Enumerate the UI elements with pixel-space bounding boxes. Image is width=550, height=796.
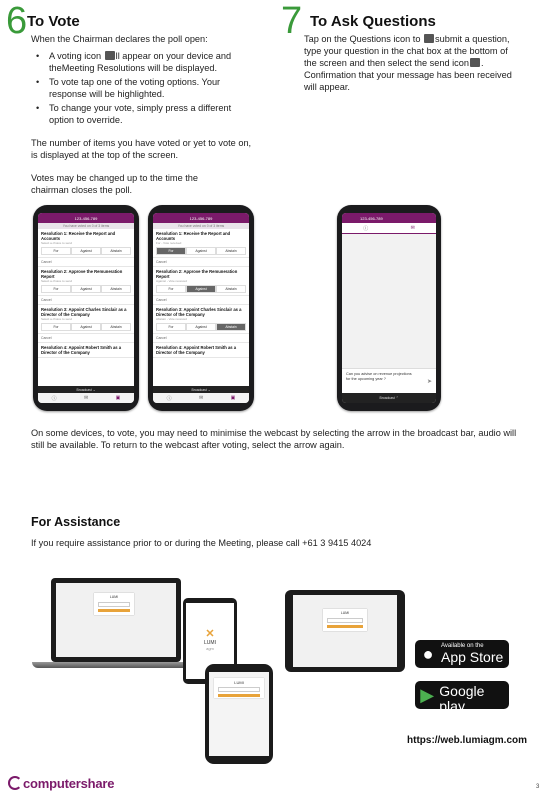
- tablet-screen: ✕ LUMI agm: [186, 603, 234, 679]
- vote-option-for[interactable]: For: [156, 323, 186, 331]
- computershare-logo: computershare: [8, 776, 114, 791]
- vote-option-against[interactable]: Against: [186, 247, 216, 255]
- vote-option-against[interactable]: Against: [71, 247, 101, 255]
- cancel-vote-link[interactable]: Cancel: [38, 334, 134, 343]
- chat-icon[interactable]: ✉: [410, 225, 415, 231]
- resolution-item: [38, 305, 134, 334]
- vote-option-abstain[interactable]: Abstain: [216, 323, 246, 331]
- phone-screen: [342, 213, 436, 403]
- play-icon: ▶: [420, 684, 435, 705]
- join-button[interactable]: [327, 625, 363, 628]
- resolution-title: Resolution 3: Appoint Charles Sinclair as a Director of the Company: [156, 307, 242, 317]
- resolution-title: Resolution 2: Approve the Remuneration Report: [41, 269, 123, 279]
- info-icon[interactable]: ⓘ: [51, 395, 57, 402]
- cancel-vote-link[interactable]: Cancel: [38, 296, 134, 305]
- vote-options: [41, 247, 131, 255]
- vote-option-against[interactable]: Against: [186, 323, 216, 331]
- phone-login: [205, 664, 273, 764]
- login-card: LUMI: [214, 678, 264, 698]
- vote-option-abstain[interactable]: Abstain: [216, 247, 246, 255]
- lumi-url[interactable]: https://web.lumiagm.com: [407, 735, 528, 746]
- info-icon[interactable]: ⓘ: [363, 225, 369, 232]
- send-icon[interactable]: ➤: [426, 379, 432, 385]
- step-number-7: 7: [281, 0, 303, 42]
- cancel-vote-link[interactable]: Cancel: [153, 296, 249, 305]
- vote-option-for[interactable]: For: [41, 323, 71, 331]
- resolution-title: Resolution 2: Approve the Remuneration Report: [156, 269, 238, 279]
- phone-screen: [209, 672, 269, 756]
- send-icon: [470, 58, 480, 67]
- chat-icon[interactable]: ✉: [199, 395, 204, 401]
- vote-option-against[interactable]: Against: [71, 285, 101, 293]
- phone-tab-bar: [153, 393, 249, 403]
- chat-icon[interactable]: ✉: [84, 395, 89, 401]
- resolution-status: Against - Vote received: [156, 279, 187, 283]
- vote-option-for[interactable]: For: [156, 247, 186, 255]
- meeting-id-bar: 123-456-789: [153, 213, 249, 223]
- resolution-list: [153, 229, 249, 358]
- phone-vote-selected: [148, 205, 254, 411]
- vote-options: [41, 285, 131, 293]
- questions-icon: [424, 34, 434, 43]
- vote-bullets: [31, 50, 251, 128]
- phone-vote-initial: [33, 205, 139, 411]
- resolution-item: [153, 343, 249, 358]
- resolution-status: Select a choice to send: [41, 279, 73, 283]
- resolution-title: Resolution 1: Receive the Report and Accounts: [156, 231, 231, 241]
- laptop: [51, 578, 181, 662]
- vote-bullet-3: • To change your vote, simply press a different option to override.: [31, 102, 251, 126]
- resolution-list: [38, 229, 134, 358]
- ask-paragraph: Tap on the Questions icon to submit a question, type your question in the chat box at the bottom of the screen and then select the send icon . Confirmation that your message has been received will appear.: [304, 34, 512, 92]
- vote-option-for[interactable]: For: [41, 285, 71, 293]
- vote-option-against[interactable]: Against: [186, 285, 216, 293]
- meeting-id-bar: 123-456-789: [38, 213, 134, 223]
- vote-options: [156, 323, 246, 331]
- computershare-mark-icon: [8, 776, 22, 790]
- phone-tab-bar: [342, 223, 436, 234]
- ask-title: To Ask Questions: [310, 13, 436, 30]
- tablet-landscape: [285, 590, 405, 672]
- webcast-note: On some devices, to vote, you may need to minimise the webcast by selecting the arrow in the broadcast bar, audio will still be available. To return to the webcast after voting, select the arrow again.: [31, 428, 517, 450]
- chevron-up-icon[interactable]: ⌃: [395, 396, 399, 400]
- question-input[interactable]: Can you advise on revenue projections for the upcoming year ? ➤: [342, 368, 436, 393]
- vote-icon[interactable]: ▣: [115, 395, 121, 401]
- chevron-down-icon[interactable]: ⌄: [207, 387, 211, 392]
- tablet-screen: [293, 595, 397, 667]
- phone-screen: [38, 213, 134, 403]
- vote-option-abstain[interactable]: Abstain: [101, 323, 131, 331]
- resolution-item: [153, 229, 249, 258]
- vote-title: To Vote: [27, 13, 80, 30]
- phone-questions: [337, 205, 441, 411]
- assistance-text: If you require assistance prior to or during the Meeting, please call +61 3 9415 4024: [31, 538, 372, 548]
- voting-icon: [105, 51, 115, 60]
- broadcast-bar[interactable]: Broadcast ⌃: [342, 393, 436, 403]
- chevron-down-icon[interactable]: ⌄: [92, 387, 96, 392]
- resolution-item: [38, 343, 134, 358]
- vote-icon[interactable]: ▣: [230, 395, 236, 401]
- laptop-base: [32, 662, 200, 668]
- login-card: LUMI: [323, 609, 367, 631]
- laptop-screen: [56, 583, 176, 657]
- voted-notice: You have voted on 0 of 3 items: [153, 223, 249, 229]
- vote-option-abstain[interactable]: Abstain: [216, 285, 246, 293]
- resolution-status: Abstain - Vote received: [156, 317, 187, 321]
- resolution-item: [38, 229, 134, 258]
- cancel-vote-link[interactable]: Cancel: [153, 258, 249, 267]
- resolution-title: Resolution 3: Appoint Charles Sinclair as a Director of the Company: [41, 307, 127, 317]
- vote-option-abstain[interactable]: Abstain: [101, 285, 131, 293]
- login-card: LUMI: [94, 593, 134, 615]
- vote-option-for[interactable]: For: [41, 247, 71, 255]
- vote-intro: When the Chairman declares the poll open:: [31, 34, 208, 44]
- info-icon[interactable]: ⓘ: [166, 395, 172, 402]
- lumi-logo-icon: ✕: [205, 628, 215, 640]
- resolution-item: [38, 267, 134, 296]
- resolution-item: [153, 267, 249, 296]
- meeting-id-field[interactable]: [98, 602, 130, 607]
- vote-options: [41, 323, 131, 331]
- meeting-id-field[interactable]: [327, 618, 363, 623]
- vote-options: [156, 247, 246, 255]
- meeting-id-bar: 123-456-789: [342, 213, 436, 223]
- voted-notice: You have voted on 0 of 3 items: [38, 223, 134, 229]
- resolution-status: Select a choice to send: [41, 317, 73, 321]
- resolution-title: Resolution 4: Appoint Robert Smith as a Director of the Company: [156, 345, 237, 355]
- vote-options: [156, 285, 246, 293]
- resolution-title: Resolution 1: Receive the Report and Accounts: [41, 231, 116, 241]
- vote-option-against[interactable]: Against: [71, 323, 101, 331]
- step-number-6: 6: [6, 0, 28, 42]
- google-play-badge[interactable]: ▶ Get it on Google play: [415, 681, 509, 709]
- broadcast-bar[interactable]: Broadcast ⌄: [38, 386, 134, 393]
- join-button[interactable]: [98, 609, 130, 612]
- page-number: 3: [536, 784, 540, 790]
- meeting-id-field[interactable]: [218, 687, 260, 692]
- resolution-item: [153, 305, 249, 334]
- vote-option-abstain[interactable]: Abstain: [101, 247, 131, 255]
- app-store-badge[interactable]: ● Available on the App Store: [415, 640, 509, 668]
- assistance-title: For Assistance: [31, 515, 121, 529]
- join-button[interactable]: [218, 694, 260, 697]
- broadcast-bar[interactable]: Broadcast ⌄: [153, 386, 249, 393]
- vote-count-paragraph: The number of items you have voted or yet to vote on, is displayed at the top of the screen.: [31, 138, 252, 160]
- vote-change-paragraph: Votes may be changed up to the time the chairman closes the poll.: [31, 173, 199, 195]
- resolution-status: For - Vote received: [156, 241, 182, 245]
- phone-tab-bar: [38, 393, 134, 403]
- apple-icon: ●: [422, 643, 434, 664]
- cancel-vote-link[interactable]: Cancel: [38, 258, 134, 267]
- vote-option-for[interactable]: For: [156, 285, 186, 293]
- resolution-status: Select a choice to send: [41, 241, 73, 245]
- cancel-vote-link[interactable]: Cancel: [153, 334, 249, 343]
- resolution-title: Resolution 4: Appoint Robert Smith as a Director of the Company: [41, 345, 122, 355]
- phone-screen: [153, 213, 249, 403]
- vote-bullet-1: • A voting icon ll appear on your device and theMeeting Resolutions will be displayed.: [31, 50, 251, 74]
- vote-bullet-2: • To vote tap one of the voting options. Your response will be highlighted.: [31, 76, 251, 100]
